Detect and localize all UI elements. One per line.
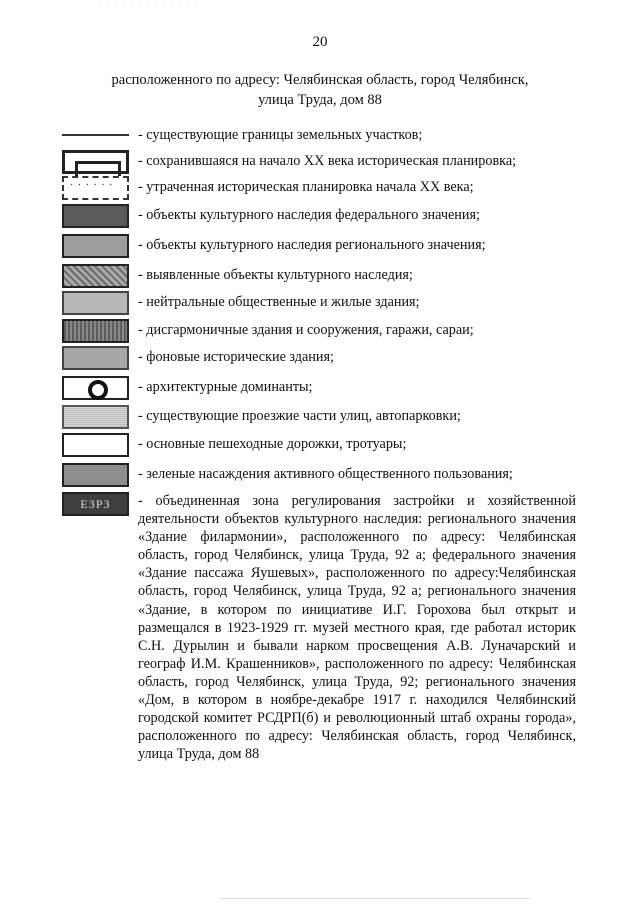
legend-label: - существующие проезжие части улиц, автопарковки;	[138, 408, 461, 424]
identified-heritage-symbol	[62, 264, 129, 288]
intro-line-1: расположенного по адресу: Челябинская область, город Челябинск,	[111, 72, 529, 88]
intro-text	[60, 70, 580, 110]
scan-artifact-top	[100, 0, 200, 6]
disharmonious-buildings-symbol	[62, 319, 129, 343]
federal-heritage-symbol	[62, 204, 129, 228]
legend-label: - архитектурные доминанты;	[138, 379, 313, 395]
regional-heritage-symbol	[62, 234, 129, 258]
green-spaces-symbol	[62, 463, 129, 487]
legend-label: - сохранившаяся на начало XX века историческая планировка;	[138, 153, 517, 169]
background-buildings-symbol	[62, 346, 129, 370]
roads-symbol	[62, 405, 129, 429]
page-number: 20	[312, 34, 328, 50]
legend-label: - основные пешеходные дорожки, тротуары;	[138, 436, 407, 452]
legend-label: - выявленные объекты культурного наследия;	[138, 267, 413, 283]
footpaths-symbol	[62, 433, 129, 457]
intro-line-2: улица Труда, дом 88	[258, 92, 382, 108]
legend-label: - фоновые исторические здания;	[138, 349, 334, 365]
legend-label: - зеленые насаждения активного общественного пользования;	[138, 466, 513, 482]
ezrz-description: - объединенная зона регулирования застройки и хозяйственной деятельности объектов культурного наследия: регионального значения «Здание филармонии», расположенного по адресу: Челябинская область, город Челябинск, улица Труда, 92 а; федерального значения «Здание пассажа Яушевых», расположенного по адресу:Челябинская область, город Челябинск, улица Труда, 92 а; регионального значения «Здание, в котором по инициативе И.Г. Горохова был открыт и размещался в 1923-1929 гг. музей местного края, где работал историк С.Н. Дурылин и бывали нарком просвещения А.В. Луначарский и географ И.М. Крашенников», расположенного по адресу: Челябинская область, город Челябинск, улица Труда, 92; регионального значения «Дом, в котором в ноябре-декабре 1917 г. находился Челябинский городской комитет РСДРП(б) и революционный штаб охраны города», расположенного по адресу: Челябинская область, город Челябинск, улица Труда, дом 88	[138, 493, 576, 763]
architectural-dominant-icon	[62, 376, 129, 400]
neutral-buildings-symbol	[62, 291, 129, 315]
ezrz-badge: ЕЗРЗ	[62, 492, 129, 516]
boundary-line-symbol	[62, 134, 129, 136]
lost-layout-symbol	[62, 176, 129, 200]
legend-label: - объекты культурного наследия федерального значения;	[138, 207, 480, 223]
scan-artifact-bottom	[220, 898, 530, 899]
legend-label: - существующие границы земельных участков;	[138, 127, 423, 143]
legend-label: - утраченная историческая планировка начала XX века;	[138, 179, 474, 195]
preserved-layout-symbol	[62, 150, 129, 174]
legend-label: - нейтральные общественные и жилые здания;	[138, 294, 420, 310]
legend-label: - дисгармоничные здания и сооружения, гаражи, сараи;	[138, 322, 474, 338]
legend-label: - объекты культурного наследия регионального значения;	[138, 237, 486, 253]
